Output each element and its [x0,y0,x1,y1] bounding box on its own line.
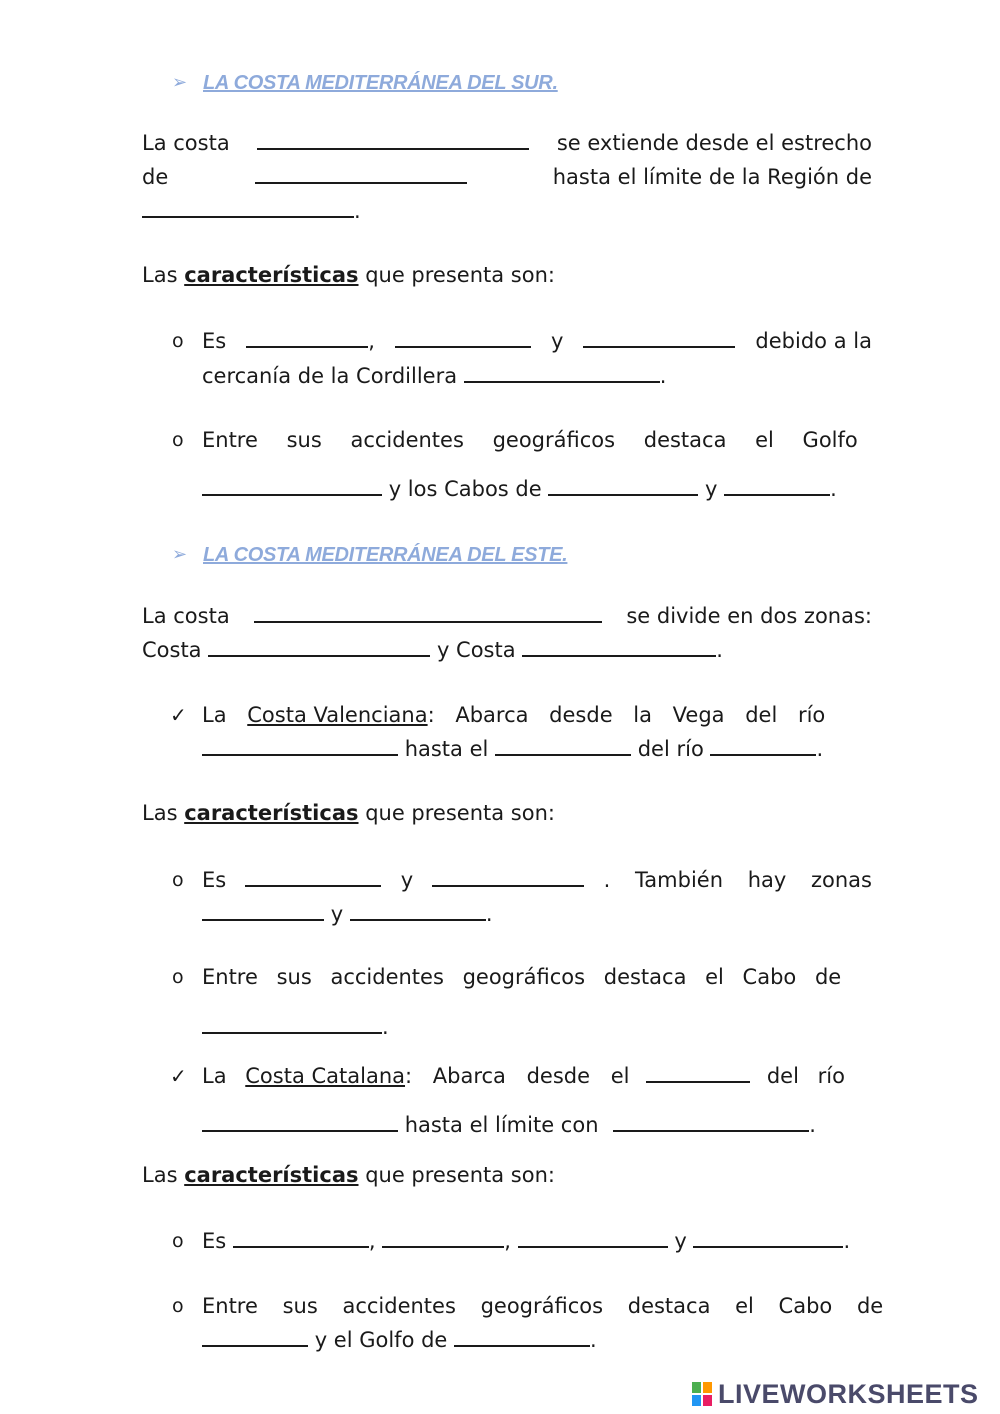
text: : Abarca desde la Vega del río [427,703,826,727]
text: del río [766,1064,845,1088]
blank-field[interactable] [395,326,531,348]
blank-field[interactable] [202,734,398,756]
paragraph-line [202,425,862,455]
blank-field[interactable] [454,1325,590,1347]
bullet-icon: o [172,1295,184,1317]
keyword: características [184,801,359,825]
text: Entre sus accidentes geográficos destaca el Golfo [202,428,858,452]
paragraph-line [202,361,872,391]
blank-field[interactable] [646,1061,750,1083]
arrow-icon: ➢ [172,72,188,93]
text: , [368,329,375,353]
paragraph-line [142,162,872,192]
text: . [659,364,667,388]
keyword: Costa Catalana [245,1064,406,1088]
text: Entre sus accidentes geográficos destaca el Cabo de [202,1294,884,1318]
blank-field[interactable] [254,601,602,623]
text: del río [637,737,704,761]
paragraph-line [202,734,872,764]
blank-field[interactable] [693,1226,843,1248]
text: Las [142,801,178,825]
check-icon: ✓ [170,703,187,727]
paragraph-line [202,1325,872,1355]
text: y los Cabos de [388,477,542,501]
paragraph-line [202,326,872,356]
blank-field[interactable] [710,734,816,756]
blank-field[interactable] [245,865,381,887]
blank-field[interactable] [495,734,631,756]
blank-field[interactable] [350,899,486,921]
bullet-icon: o [172,429,184,451]
paragraph-line [202,1110,872,1140]
text: Entre sus accidentes geográficos destaca el Cabo de [202,965,842,989]
bullet-icon: o [172,966,184,988]
blank-field[interactable] [548,474,698,496]
characteristics-heading [142,260,872,290]
paragraph-line [202,1061,872,1091]
paragraph-line [202,865,872,895]
blank-field[interactable] [724,474,830,496]
keyword: características [184,263,359,287]
paragraph-line [142,635,872,665]
bullet-icon: o [172,1230,184,1252]
text: La costa [142,131,230,155]
text: . [816,737,824,761]
text: cercanía de la Cordillera [202,364,458,388]
section-title-sur: LA COSTA MEDITERRÁNEA DEL SUR. [203,72,558,94]
text: . [590,1328,597,1352]
text: Costa [142,638,202,662]
text: y [330,902,344,926]
paragraph-line [202,474,872,504]
blank-field[interactable] [583,326,735,348]
text: , [368,1229,376,1253]
text: Es [202,868,227,892]
paragraph-line [202,899,872,929]
text: de [142,165,169,189]
text: . [716,638,723,662]
blank-field[interactable] [522,635,716,657]
blank-field[interactable] [257,128,529,150]
text: La [202,1064,227,1088]
text: hasta el límite de la Región de [552,165,872,189]
text: Es [202,1229,227,1253]
text: y [705,477,718,501]
paragraph-line [202,962,872,992]
text: y el Golfo de [314,1328,448,1352]
blank-field[interactable] [202,1325,308,1347]
paragraph-line [142,196,872,226]
blank-field[interactable] [464,361,660,383]
text: : Abarca desde el [405,1064,630,1088]
blank-field[interactable] [202,1012,382,1034]
blank-field[interactable] [208,635,430,657]
paragraph-line [202,1012,872,1042]
blank-field[interactable] [613,1110,809,1132]
text: y [550,329,564,353]
text: . [843,1229,851,1253]
text: debido a la [755,329,872,353]
text: La [202,703,227,727]
text: . [830,477,837,501]
paragraph-line [142,601,872,631]
text: . [485,902,493,926]
blank-field[interactable] [202,899,324,921]
section-title-este: LA COSTA MEDITERRÁNEA DEL ESTE. [203,544,568,566]
text: . [809,1113,816,1137]
paragraph-line [202,1226,872,1256]
liveworksheets-logo[interactable]: LIVEWORKSHEETS [718,1379,979,1409]
text: hasta el límite con [404,1113,599,1137]
blank-field[interactable] [202,474,382,496]
text: se extiende desde el estrecho [556,131,872,155]
text: y [400,868,414,892]
blank-field[interactable] [432,865,584,887]
text: que presenta son: [365,263,555,287]
blank-field[interactable] [382,1226,504,1248]
text: . [382,1015,389,1039]
text: Las [142,263,178,287]
text: que presenta son: [365,801,555,825]
text: Las [142,1163,178,1187]
keyword: características [184,1163,359,1187]
paragraph-line [202,700,872,730]
text: , [504,1229,511,1253]
blank-field[interactable] [246,326,368,348]
liveworksheets-logo-icon [690,1380,714,1408]
text: La costa [142,604,230,628]
text: hasta el [404,737,489,761]
blank-field[interactable] [202,1110,398,1132]
text: se divide en dos zonas: [626,604,872,628]
arrow-icon: ➢ [172,544,188,565]
bullet-icon: o [172,330,184,352]
paragraph-line [202,1291,884,1321]
characteristics-heading [142,798,872,828]
text: Es [202,329,227,353]
characteristics-heading [142,1160,872,1190]
text: . [354,199,361,223]
text: y Costa [436,638,516,662]
text: que presenta son: [365,1163,555,1187]
keyword: Costa Valenciana [247,703,428,727]
text: y [674,1229,687,1253]
bullet-icon: o [172,869,184,891]
check-icon: ✓ [170,1064,187,1088]
blank-field[interactable] [233,1226,369,1248]
text: . También hay zonas [603,868,872,892]
blank-field[interactable] [142,196,354,218]
blank-field[interactable] [255,162,467,184]
blank-field[interactable] [518,1226,668,1248]
paragraph-line [142,128,872,158]
